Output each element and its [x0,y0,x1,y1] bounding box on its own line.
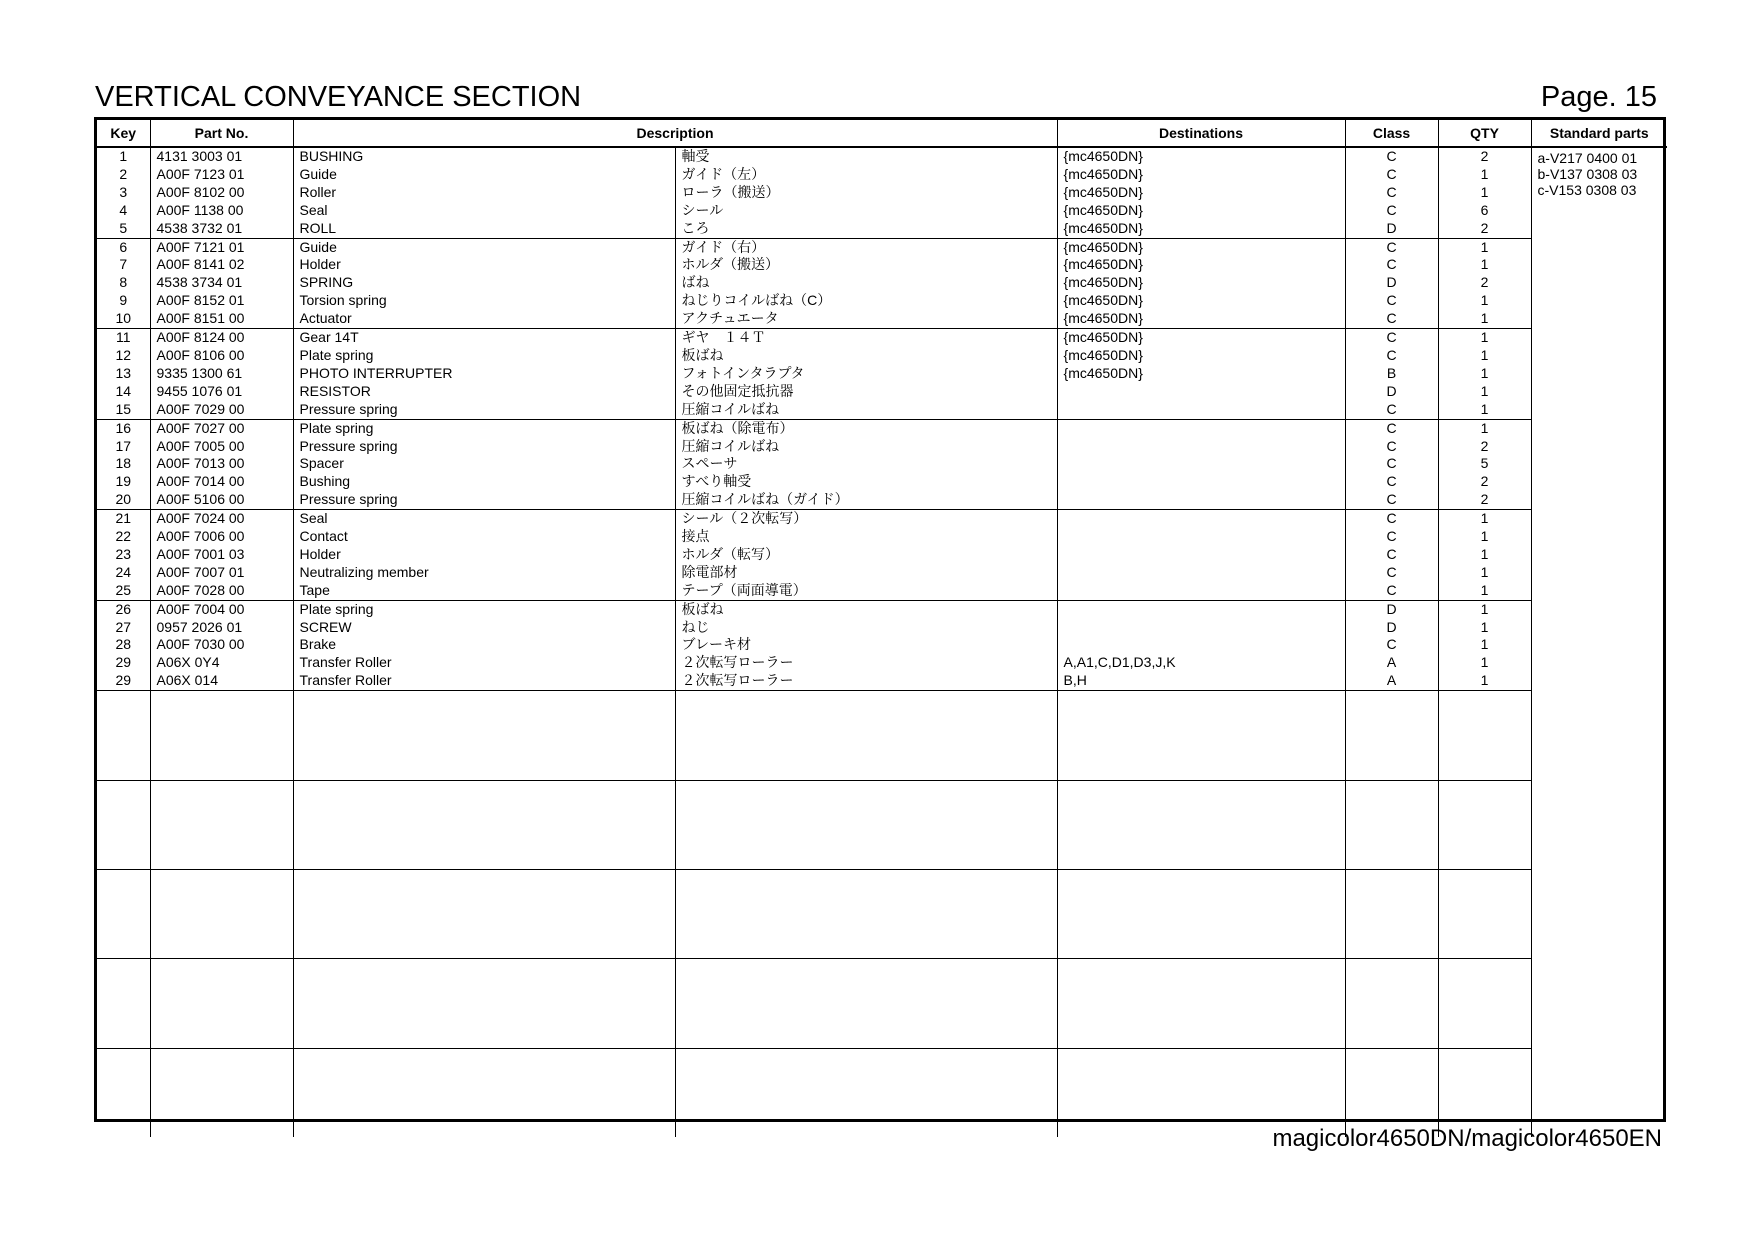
row-part-no: A00F 7004 00 [150,600,293,618]
row-qty: 2 [1438,438,1531,456]
row-description-en: Transfer Roller [293,672,675,690]
row-class: C [1345,582,1438,600]
table-row [97,582,1667,600]
empty-cell [97,869,150,958]
row-description-jp: ローラ（搬送） [675,184,1057,202]
row-qty: 5 [1438,455,1531,473]
row-qty: 6 [1438,202,1531,220]
row-class: C [1345,401,1438,419]
row-description-jp: テープ（両面導電） [675,582,1057,600]
row-qty: 2 [1438,220,1531,238]
row-description-jp: ねじ [675,619,1057,637]
row-key: 1 [119,148,128,164]
row-class: C [1345,419,1438,437]
row-class: C [1345,256,1438,274]
row-class: D [1345,619,1438,637]
table-row [97,438,1667,456]
table-row [97,401,1667,419]
row-qty: 1 [1438,419,1531,437]
row-key: 29 [115,654,132,671]
row-part-no: A00F 5106 00 [150,491,293,509]
row-description-jp: ホルダ（転写） [675,546,1057,564]
row-key: 4 [119,201,128,218]
row-destinations [1057,510,1345,528]
row-qty: 1 [1438,256,1531,274]
table-row [97,473,1667,491]
row-part-no: A00F 7001 03 [150,546,293,564]
table-row [97,147,1667,166]
row-key: 9 [119,292,128,309]
row-class: D [1345,274,1438,292]
model-footer: magicolor4650DN/magicolor4650EN [1272,1125,1662,1152]
row-description-jp: ばね [675,274,1057,292]
row-class: D [1345,220,1438,238]
row-description-en: Roller [293,184,675,202]
row-part-no: A00F 8106 00 [150,347,293,365]
row-key: 13 [115,364,132,381]
row-class: B [1345,365,1438,383]
row-description-jp: ねじりコイルばね（C） [675,292,1057,310]
empty-cell [150,959,293,1048]
col-header-qty: QTY [1438,120,1531,147]
row-description-en: Guide [293,166,675,184]
empty-cell [1057,1048,1345,1137]
parts-list-sheet [94,117,1666,1122]
row-destinations: {mc4650DN} [1057,220,1345,238]
row-destinations [1057,600,1345,618]
empty-cell [1438,691,1531,780]
row-description-jp: 圧縮コイルばね [675,438,1057,456]
row-class: D [1345,600,1438,618]
row-key: 15 [97,401,150,419]
row-part-no: A06X 0Y4 [150,654,293,672]
row-qty: 1 [1438,401,1531,419]
table-row [97,455,1667,473]
row-key: 24 [115,563,132,580]
row-key: 6 [119,238,128,255]
row-destinations: {mc4650DN} [1057,347,1345,365]
empty-row-block [97,869,1667,958]
row-part-no: 9455 1076 01 [150,383,293,401]
empty-cell [1438,869,1531,958]
row-description-en: Neutralizing member [293,564,675,582]
row-description-en: ROLL [293,220,675,238]
row-description-en: Gear 14T [293,329,675,347]
row-key: 12 [115,346,132,363]
empty-cell [1438,1048,1531,1137]
row-class: C [1345,347,1438,365]
row-description-jp: ころ [675,220,1057,238]
table-row [97,510,1667,528]
row-qty: 1 [1438,636,1531,654]
row-class: D [1345,383,1438,401]
row-description-jp: ブレーキ材 [675,636,1057,654]
row-destinations [1057,546,1345,564]
standard-part-item: a-V217 0400 01 [1537,150,1638,166]
row-key: 29 [97,672,150,690]
row-description-en: PHOTO INTERRUPTER [293,365,675,383]
row-key: 27 [115,618,132,635]
row-part-no: A00F 7030 00 [150,636,293,654]
row-destinations: A,A1,C,D1,D3,J,K [1057,654,1345,672]
row-description-en: Seal [293,202,675,220]
row-description-en: Guide [293,238,675,256]
row-class: C [1345,438,1438,456]
row-description-en: Holder [293,256,675,274]
row-key: 20 [97,491,150,509]
row-qty: 1 [1438,310,1531,328]
row-destinations: {mc4650DN} [1057,184,1345,202]
row-description-jp: ２次転写ローラー [675,654,1057,672]
row-class: A [1345,654,1438,672]
col-header-destinations: Destinations [1057,120,1345,147]
row-description-en: Pressure spring [293,438,675,456]
empty-cell [293,780,675,869]
row-class: C [1345,473,1438,491]
row-description-en: Transfer Roller [293,654,675,672]
row-part-no: A00F 7024 00 [150,510,293,528]
row-destinations: {mc4650DN} [1057,238,1345,256]
row-qty: 1 [1438,582,1531,600]
row-part-no: A00F 7014 00 [150,473,293,491]
row-description-en: SCREW [293,619,675,637]
table-row [97,672,1667,690]
col-header-class: Class [1345,120,1438,147]
row-key: 19 [115,473,132,490]
row-qty: 1 [1438,672,1531,690]
row-destinations [1057,528,1345,546]
row-key: 2 [119,165,128,182]
row-destinations [1057,455,1345,473]
row-qty: 1 [1438,528,1531,546]
empty-cell [1345,1048,1438,1137]
row-class: C [1345,510,1438,528]
row-destinations: {mc4650DN} [1057,202,1345,220]
row-description-en: Spacer [293,455,675,473]
row-class: C [1345,202,1438,220]
row-class: C [1345,564,1438,582]
empty-row-block [97,959,1667,1048]
table-row [97,365,1667,383]
empty-cell [150,691,293,780]
row-class: C [1345,238,1438,256]
row-destinations: {mc4650DN} [1057,166,1345,184]
empty-cell [675,780,1057,869]
empty-cell [1345,869,1438,958]
row-description-en: Plate spring [293,347,675,365]
row-qty: 1 [1438,365,1531,383]
row-part-no: A00F 7006 00 [150,528,293,546]
empty-cell [675,959,1057,1048]
row-description-en: Tape [293,582,675,600]
row-description-en: Contact [293,528,675,546]
table-row [97,238,1667,256]
table-row [97,600,1667,618]
row-qty: 2 [1438,473,1531,491]
empty-cell [675,691,1057,780]
standard-parts-cell [1531,147,1667,1137]
row-part-no: A00F 8151 00 [150,310,293,328]
row-key: 3 [119,183,128,200]
col-header-part-no: Part No. [150,120,293,147]
table-row [97,310,1667,328]
empty-cell [1057,959,1345,1048]
row-description-jp: フォトインタラプタ [675,365,1057,383]
empty-row-block [97,1048,1667,1137]
row-destinations [1057,582,1345,600]
parts-table [97,120,1667,1137]
row-qty: 1 [1438,166,1531,184]
row-class: C [1345,546,1438,564]
empty-cell [675,869,1057,958]
table-row [97,636,1667,654]
row-description-jp: ホルダ（搬送） [675,256,1057,274]
table-row [97,329,1667,347]
row-qty: 1 [1438,238,1531,256]
empty-cell [1057,780,1345,869]
row-key: 16 [115,419,132,436]
row-key: 11 [115,329,131,346]
row-description-en: SPRING [293,274,675,292]
row-description-en: Pressure spring [293,491,675,509]
row-part-no: 4131 3003 01 [150,147,293,166]
table-row [97,546,1667,564]
row-description-en: Plate spring [293,419,675,437]
empty-cell [97,1048,150,1137]
table-row [97,564,1667,582]
row-key: 18 [115,455,132,472]
row-part-no: A00F 8124 00 [150,329,293,347]
row-description-jp: 板ばね [675,347,1057,365]
col-header-description: Description [293,120,1057,147]
row-description-jp: スペーサ [675,455,1057,473]
row-part-no: A00F 8152 01 [150,292,293,310]
row-description-jp: 接点 [675,528,1057,546]
row-description-en: Holder [293,546,675,564]
table-row [97,383,1667,401]
empty-cell [293,1048,675,1137]
empty-cell [97,780,150,869]
row-description-jp: ギヤ １４Ｔ [675,329,1057,347]
row-description-en: Bushing [293,473,675,491]
row-destinations [1057,419,1345,437]
table-header-row [97,120,1667,147]
standard-part-item: c-V153 0308 03 [1537,182,1637,198]
row-qty: 1 [1438,564,1531,582]
row-part-no: A00F 7027 00 [150,419,293,437]
row-destinations: {mc4650DN} [1057,274,1345,292]
table-row [97,419,1667,437]
row-qty: 1 [1438,292,1531,310]
table-row [97,654,1667,672]
row-qty: 1 [1438,619,1531,637]
row-part-no: 4538 3732 01 [150,220,293,238]
row-class: C [1345,184,1438,202]
row-class: C [1345,528,1438,546]
row-class: C [1345,491,1438,509]
row-description-jp: 除電部材 [675,564,1057,582]
row-destinations: {mc4650DN} [1057,365,1345,383]
row-destinations: {mc4650DN} [1057,310,1345,328]
col-header-key: Key [97,120,150,147]
row-qty: 1 [1438,329,1531,347]
row-destinations [1057,383,1345,401]
empty-cell [1345,780,1438,869]
table-row [97,619,1667,637]
row-description-jp: 板ばね（除電布） [675,419,1057,437]
empty-row-block [97,691,1667,780]
table-row [97,491,1667,509]
row-description-jp: アクチュエータ [675,310,1057,328]
empty-cell [150,780,293,869]
row-key: 7 [119,256,128,273]
empty-cell [1345,959,1438,1048]
empty-cell [1057,691,1345,780]
row-qty: 1 [1438,654,1531,672]
row-destinations [1057,564,1345,582]
row-key: 14 [115,382,132,399]
row-qty: 2 [1438,147,1531,166]
row-description-en: BUSHING [293,147,675,166]
empty-cell [150,869,293,958]
row-part-no: 9335 1300 61 [150,365,293,383]
row-part-no: 4538 3734 01 [150,274,293,292]
empty-cell [1438,780,1531,869]
row-part-no: A00F 7123 01 [150,166,293,184]
row-description-jp: 板ばね [675,600,1057,618]
row-part-no: A00F 7029 00 [150,401,293,419]
empty-cell [97,691,150,780]
row-description-jp: シール [675,202,1057,220]
table-row [97,292,1667,310]
row-key: 25 [97,582,150,600]
row-key: 28 [115,636,132,653]
empty-cell [293,959,675,1048]
row-key: 26 [115,600,132,617]
table-row [97,274,1667,292]
row-part-no: A00F 8141 02 [150,256,293,274]
row-key: 21 [115,510,132,527]
parts-table-body [97,147,1667,1137]
row-destinations: {mc4650DN} [1057,292,1345,310]
empty-cell [1438,959,1531,1048]
row-part-no: A00F 8102 00 [150,184,293,202]
empty-cell [293,869,675,958]
table-row [97,256,1667,274]
row-part-no: 0957 2026 01 [150,619,293,637]
row-destinations [1057,438,1345,456]
row-description-jp: ガイド（左） [675,166,1057,184]
row-destinations [1057,636,1345,654]
empty-row-block [97,780,1667,869]
row-qty: 1 [1438,347,1531,365]
row-class: C [1345,455,1438,473]
row-description-en: Plate spring [293,600,675,618]
row-destinations: {mc4650DN} [1057,256,1345,274]
row-part-no: A00F 7013 00 [150,455,293,473]
row-part-no: A00F 1138 00 [150,202,293,220]
row-part-no: A00F 7007 01 [150,564,293,582]
table-row [97,184,1667,202]
row-qty: 2 [1438,491,1531,509]
row-key: 23 [115,545,132,562]
col-header-standard-parts: Standard parts [1531,120,1667,147]
row-description-en: Brake [293,636,675,654]
empty-cell [150,1048,293,1137]
empty-cell [293,691,675,780]
row-key: 5 [97,220,150,238]
row-destinations: {mc4650DN} [1057,147,1345,166]
row-description-jp: すべり軸受 [675,473,1057,491]
row-destinations [1057,619,1345,637]
row-qty: 2 [1438,274,1531,292]
row-part-no: A06X 014 [150,672,293,690]
page-title: VERTICAL CONVEYANCE SECTION [95,81,582,113]
row-description-en: Pressure spring [293,401,675,419]
table-row [97,528,1667,546]
row-class: C [1345,636,1438,654]
row-description-en: Seal [293,510,675,528]
row-description-jp: 軸受 [675,147,1057,166]
row-key: 22 [115,528,132,545]
empty-cell [1345,691,1438,780]
row-class: C [1345,329,1438,347]
row-description-jp: ガイド（右） [675,238,1057,256]
row-description-en: Actuator [293,310,675,328]
table-row [97,220,1667,238]
row-key: 8 [119,274,128,291]
row-class: A [1345,672,1438,690]
row-part-no: A00F 7028 00 [150,582,293,600]
row-description-en: Torsion spring [293,292,675,310]
row-key: 17 [115,437,132,454]
row-qty: 1 [1438,600,1531,618]
row-qty: 1 [1438,510,1531,528]
row-part-no: A00F 7121 01 [150,238,293,256]
standard-part-item: b-V137 0308 03 [1537,166,1638,182]
row-destinations [1057,491,1345,509]
row-class: C [1345,292,1438,310]
empty-cell [675,1048,1057,1137]
table-row [97,347,1667,365]
row-destinations [1057,401,1345,419]
row-class: C [1345,166,1438,184]
table-row [97,202,1667,220]
row-destinations: B,H [1057,672,1345,690]
row-description-jp: シール（２次転写） [675,510,1057,528]
page-number: Page. 15 [1540,81,1657,113]
row-description-jp: その他固定抵抗器 [675,383,1057,401]
row-qty: 1 [1438,383,1531,401]
row-description-jp: ２次転写ローラー [675,672,1057,690]
row-qty: 1 [1438,546,1531,564]
row-description-jp: 圧縮コイルばね（ガイド） [675,491,1057,509]
row-class: C [1345,310,1438,328]
row-part-no: A00F 7005 00 [150,438,293,456]
row-description-jp: 圧縮コイルばね [675,401,1057,419]
empty-cell [1057,869,1345,958]
row-destinations [1057,473,1345,491]
row-class: C [1345,147,1438,166]
row-key: 10 [97,310,150,328]
table-row [97,166,1667,184]
row-qty: 1 [1438,184,1531,202]
row-description-en: RESISTOR [293,383,675,401]
empty-cell [97,959,150,1048]
row-destinations: {mc4650DN} [1057,329,1345,347]
